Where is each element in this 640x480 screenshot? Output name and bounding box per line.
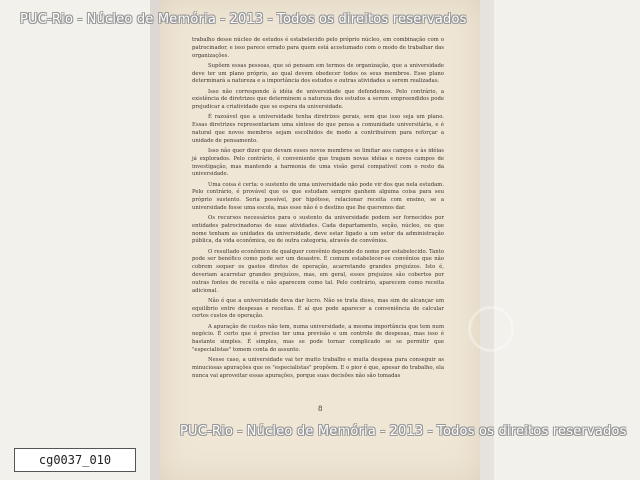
watermark-top: PUC-Rio - Núcleo de Memória - 2013 - Todos os direitos reservados xyxy=(20,12,467,27)
body-text xyxy=(192,37,444,383)
paragraph: A apuração de custos não tem, numa universidade, a mesma importância que tem num negócio. É certo que é preciso ter uma previsão e um controle de despesas, mas isso é bastante simples. É simples, mas se pode tornar complicado se se permitir que "especialistas" tomem conta do assunto. xyxy=(192,323,444,353)
paragraph: Isso não quer dizer que devam esses novos membros se limitar aos campos e às idéias já explorados. Pelo contrário, é conveniente que tragam novas idéias e novos campos de investigação, mas mantendo a harmonia de uma visão geral compatível com o resto da universidade. xyxy=(192,147,444,178)
paragraph: Isso não corresponde à idéia de universidade que defendemos. Pelo contrário, a existência de diretrizes que determinem a natureza dos estudos a serem empreendidos pode prejudicar a criatividade que se espera da universidade. xyxy=(192,88,444,111)
paragraph: trabalho desse núcleo de estudos é estabelecido pelo próprio núcleo, em combinação com o patrocinador, e isso parece errado para quem está acostumado com o modo de trabalhar das organizações. xyxy=(192,37,444,59)
paragraph: Os recursos necessários para o sustento da universidade podem ser fornecidos por entidades patrocinadoras de suas atividades. Cada departamento, seção, núcleo, ou que nome tenham as unidades da universidade, deve estar ligado a um setor da administração pública, da vida econômica, ou de outra categoria, através de convênios. xyxy=(192,215,444,245)
paragraph: É razoável que a universidade tenha diretrizes gerais, sem que isso seja um plano. Essas diretrizes representariam uma síntese do que pensa a comunidade universitária, e é natural que novos membros sejam escolhidos de modo a contribuírem para reforçar a unidade de pensamento. xyxy=(192,114,444,144)
watermark-bottom: PUC-Rio - Núcleo de Memória - 2013 - Todos os direitos reservados xyxy=(180,424,627,439)
page-number: 8 xyxy=(318,405,323,413)
document-code-label: cg0037_010 xyxy=(14,448,136,472)
paragraph: Não é que a universidade deva dar lucro. Não se trata disso, mas sim de alcançar um equilíbrio entre despesas e receitas. É aí que pode aparecer a conveniência de calcular certos custos de operação. xyxy=(192,297,444,320)
faint-seal-mark xyxy=(468,306,514,352)
page-shadow-left xyxy=(150,0,160,480)
paragraph: Supõem essas pessoas, que só pensam em termos de organização, que a universidade deve ter um plano próprio, ao qual devem obedecer todos os seus membros. Esse plano determinará a natureza e a importância dos estudos e outras atividades a serem realizadas. xyxy=(192,62,444,85)
paragraph: Nesse caso, a universidade vai ter muito trabalho e muita despesa para conseguir as minuciosas apurações que os "especialistas" propõem. E o pior é que, apesar do trabalho, ela nunca vai aproveitar essas apurações, porque suas decisões não são tomadas xyxy=(192,357,444,379)
paragraph: O resultado econômico de qualquer convênio depende do nome por estabelecido. Tanto pode ser benéfico como pode ser um desastre. É comum estabelecer-se convênios que não cobrem sequer os gastos diretos de operação, acarretando grandes prejuízos. Isto é, deveriam acarretar grandes prejuízos, mas, em geral, esses prejuízos são cobertos por outras fontes de receita e não aparecem como tal. Pelo contrário, aparecem como receita adicional. xyxy=(192,248,444,294)
paragraph: Uma coisa é certa: o sustento de uma universidade não pode vir dos que nela estudam. Pelo contrário, é provável que os que estudam sempre ganhem alguma coisa para seu próprio sustento. Seria possível, por hipótese, relacionar receita com ensino, se a universidade fosse uma escola, mas esse não é o destino que lhe queremos dar. xyxy=(192,181,444,211)
page-shadow-right xyxy=(480,0,494,480)
